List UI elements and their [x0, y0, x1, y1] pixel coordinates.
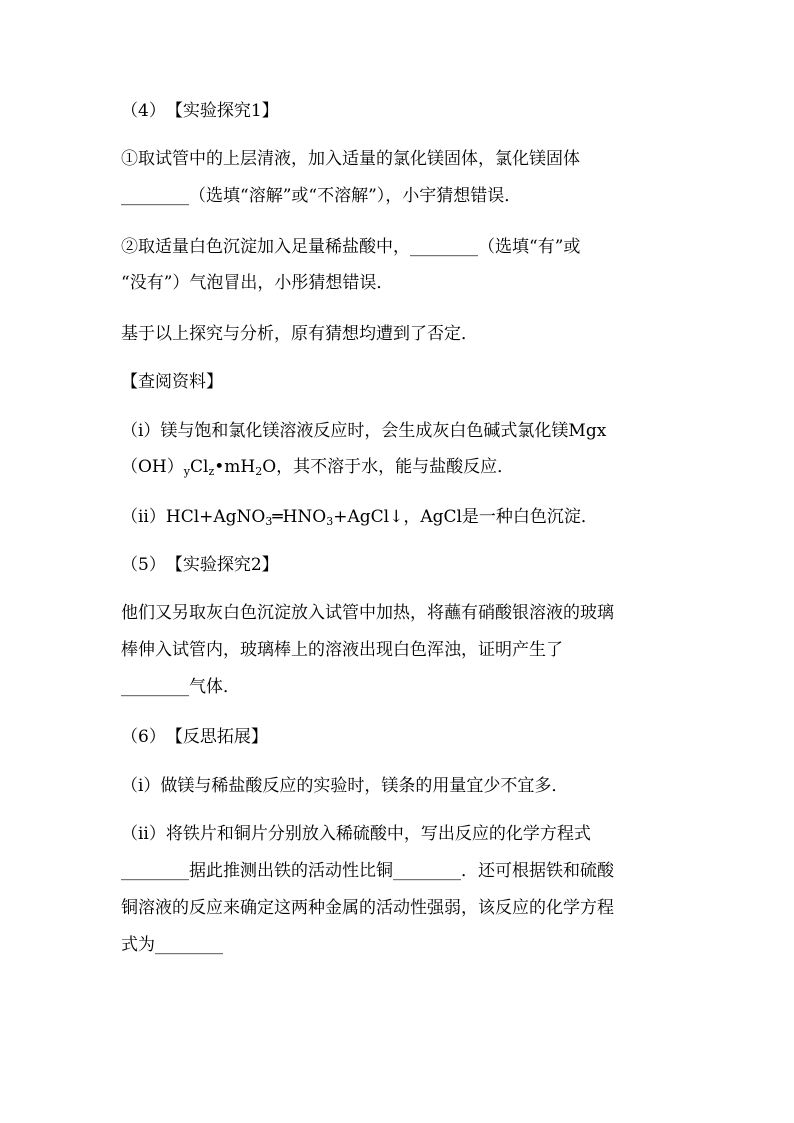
reflection-ii-line-4: 式为________ — [121, 935, 223, 955]
experiment-2-line-2: 棒伸入试管内，玻璃棒上的溶液出现白色浑浊，证明产生了 — [121, 640, 563, 660]
formula-subscript: z — [208, 465, 215, 478]
reflection-i-line: （i）做镁与稀盐酸反应的实验时，镁条的用量宜少不宜多． — [121, 776, 569, 796]
reflection-ii-line-2: ________据此推测出铁的活动性比铜________．还可根据铁和硫酸 — [121, 861, 614, 881]
formula-text: O，其不溶于水，能与盐酸反应． — [262, 457, 515, 477]
section-5-heading: （5） 【实验探究2】 — [121, 555, 279, 575]
reaction-subscript: 3 — [265, 515, 273, 528]
question-2-line-1: ②取适量白色沉淀加入足量稀盐酸中，________（选填“有”或 — [121, 237, 581, 257]
reference-i-line-1: （i）镁与饱和氯化镁溶液反应时，会生成灰白色碱式氯化镁Mgx — [121, 421, 607, 441]
formula-subscript: 2 — [255, 465, 263, 478]
reflection-ii-line-3: 铜溶液的反应来确定这两种金属的活动性强弱，该反应的化学方程 — [121, 898, 614, 918]
reference-i-line-2 — [121, 455, 681, 479]
formula-text: Cl — [189, 457, 209, 477]
reference-heading: 【查阅资料】 — [121, 372, 223, 392]
formula-text: （OH） — [121, 457, 184, 477]
question-2-line-2: “没有”）气泡冒出，小彤猜想错误． — [121, 273, 394, 293]
section-6-heading: （6） 【反思拓展】 — [121, 727, 268, 747]
section-4-heading: （4） 【实验探究1】 — [121, 101, 279, 121]
reflection-ii-line-1: （ii）将铁片和铜片分别放入稀硫酸中，写出反应的化学方程式 — [121, 824, 591, 844]
experiment-2-line-3: ________气体． — [121, 677, 240, 697]
formula-subscript: y — [183, 465, 190, 478]
reaction-text: +AgCl↓，AgCl是一种白色沉淀． — [333, 507, 598, 527]
reference-ii-line — [121, 505, 681, 529]
formula-text: •mH — [214, 457, 256, 477]
reaction-subscript: 3 — [326, 515, 334, 528]
reaction-text: ═HNO — [272, 507, 327, 527]
reaction-text: （ii）HCl+AgNO — [121, 507, 266, 527]
conclusion-line: 基于以上探究与分析，原有猜想均遭到了否定． — [121, 324, 478, 344]
question-1-line-1: ①取试管中的上层清液，加入适量的氯化镁固体，氯化镁固体 — [121, 149, 580, 169]
experiment-2-line-1: 他们又另取灰白色沉淀放入试管中加热，将蘸有硝酸银溶液的玻璃 — [121, 603, 614, 623]
question-1-line-2: ________（选填“溶解”或“不溶解”），小宇猜想错误． — [121, 186, 522, 206]
